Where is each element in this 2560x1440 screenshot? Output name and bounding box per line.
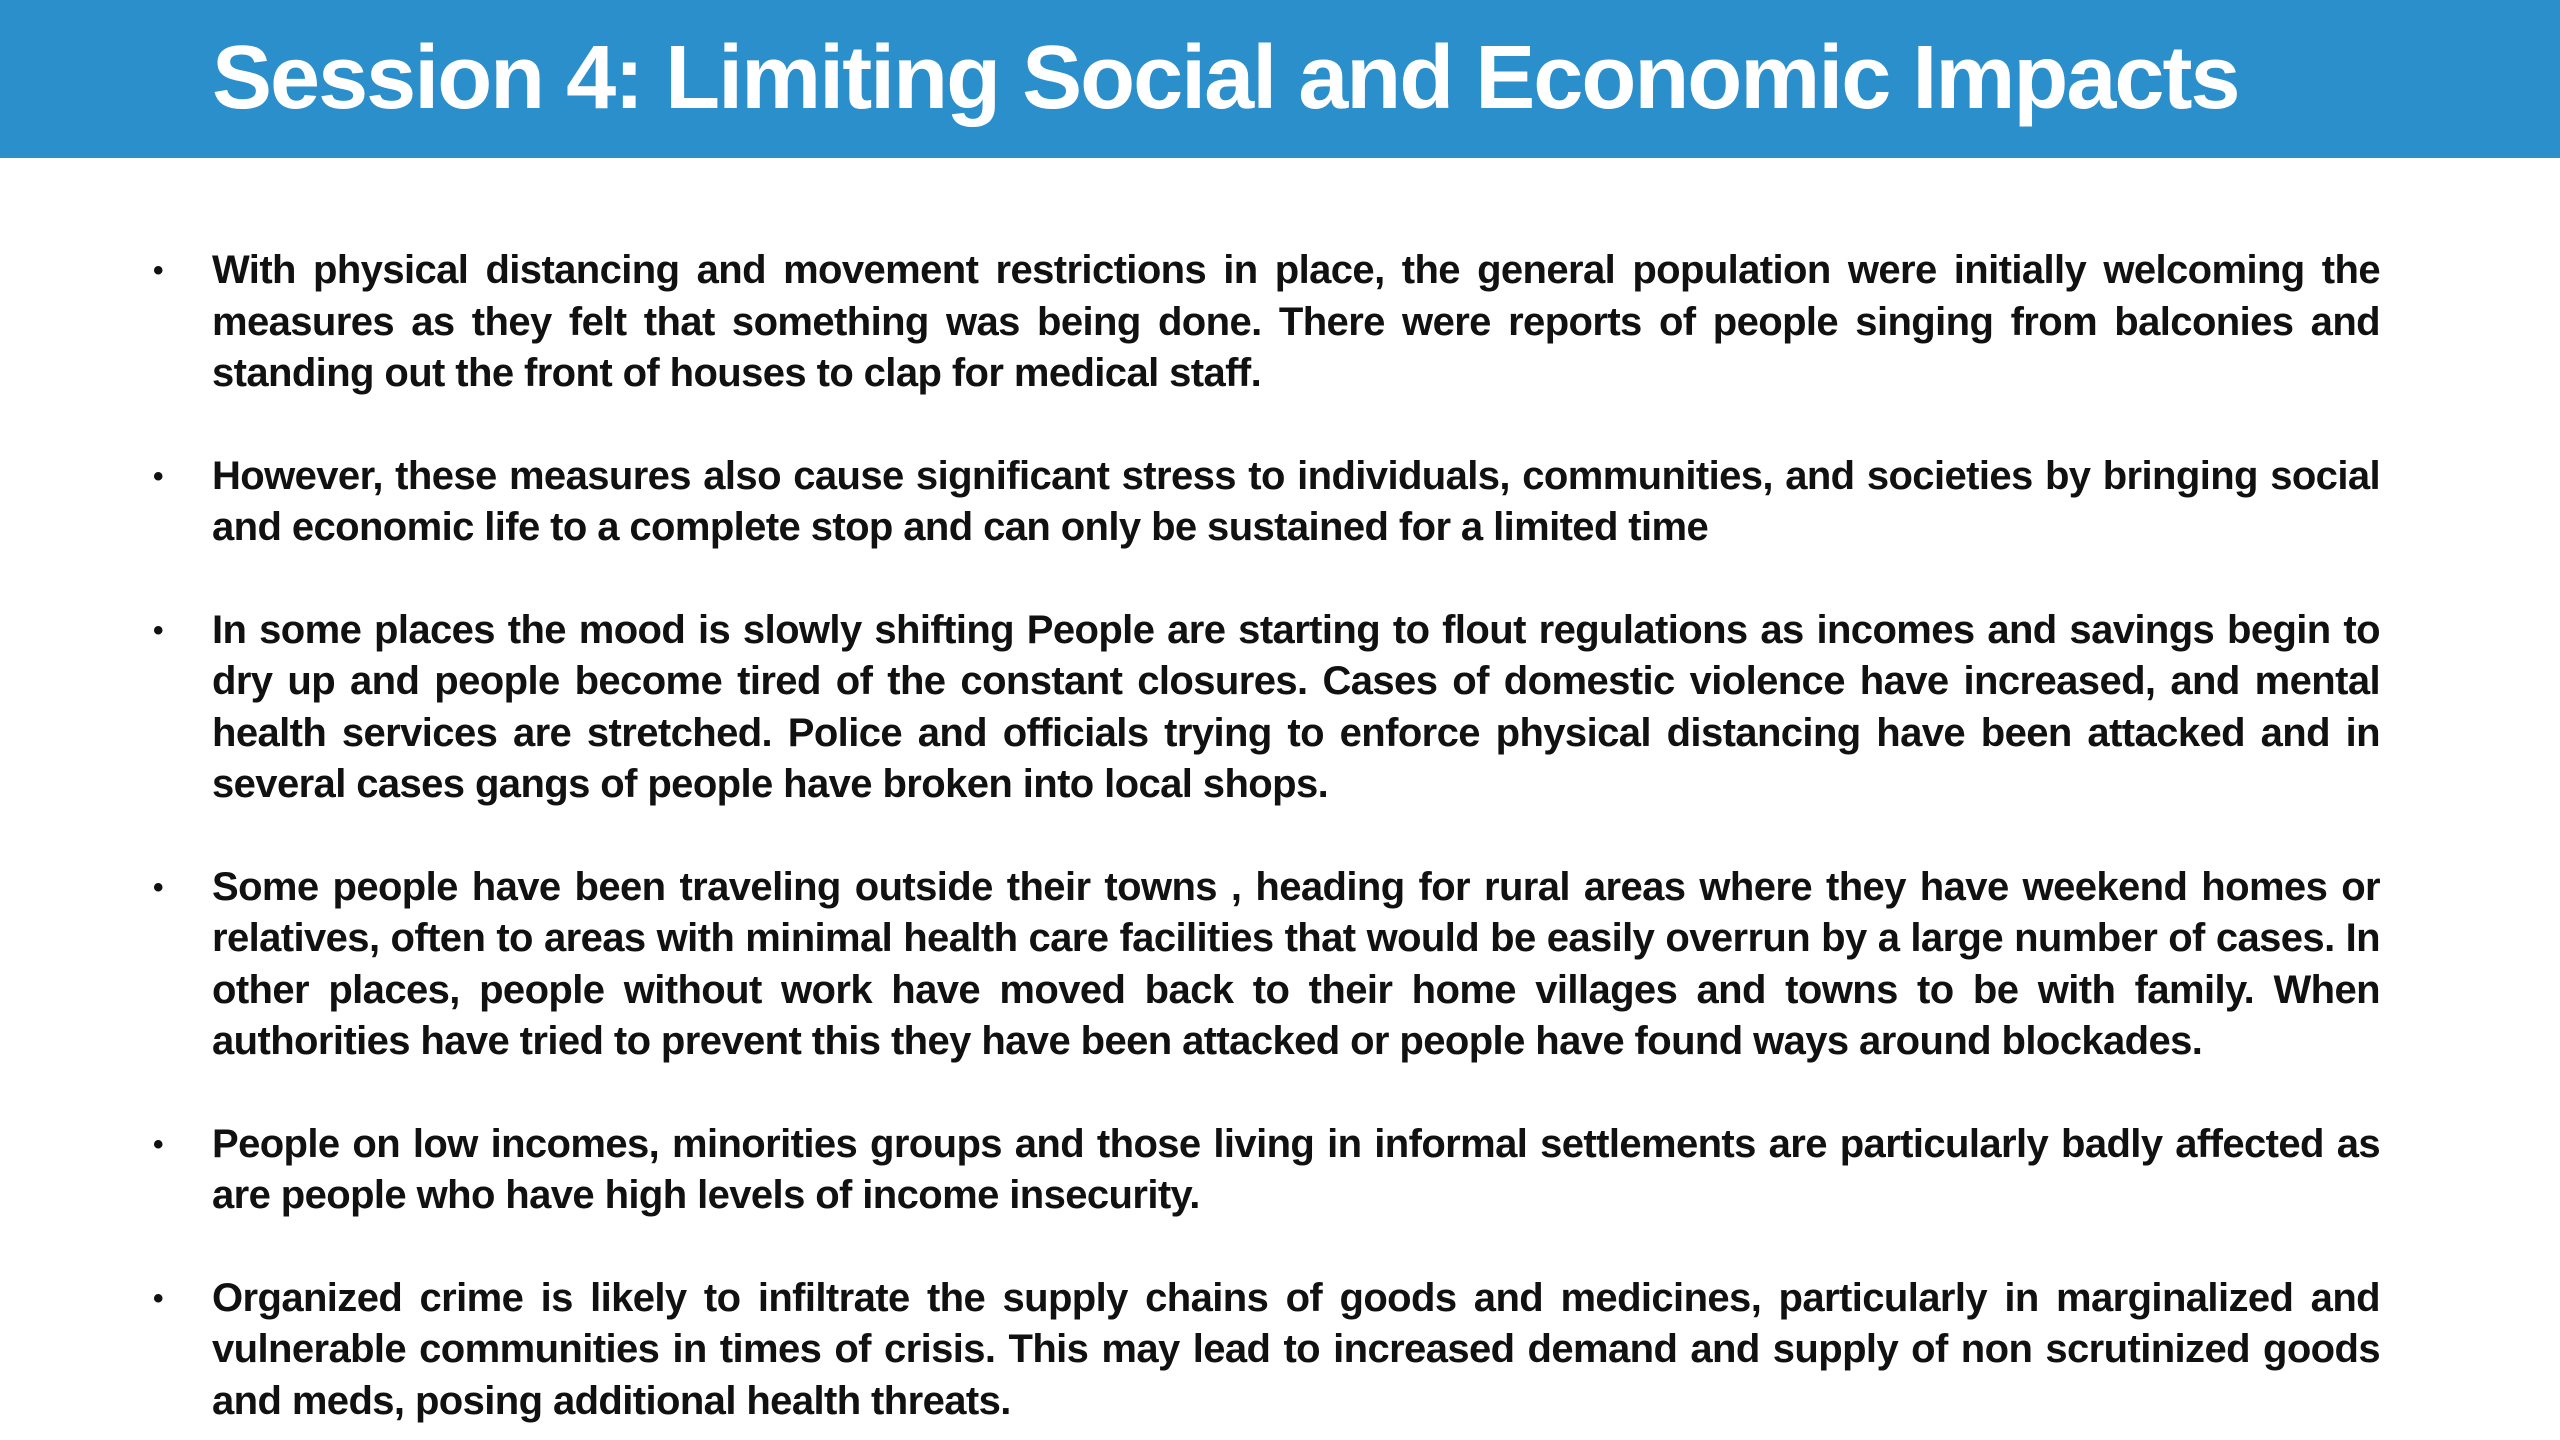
bullet-item: [145, 245, 2380, 400]
bullet-dot-icon: •: [153, 613, 163, 647]
title-bar: [0, 0, 2560, 158]
bullet-text: In some places the mood is slowly shifting People are starting to flout regulations as incomes and savings begin to dry up and people become tired of the constant closures. Cases of domestic violence have increased, and mental health services are stretched. Police and officials trying to enforce physical distancing have been attacked and in several cases gangs of people have broken into local shops.: [212, 607, 2380, 806]
bullet-dot-icon: •: [153, 870, 163, 904]
bullet-list: [145, 245, 2380, 1427]
bullet-text: Organized crime is likely to infiltrate the supply chains of goods and medicines, particularly in marginalized and vulnerable communities in times of crisis. This may lead to increased demand and supply of non scrutinized goods and meds, posing additional health threats.: [212, 1275, 2380, 1423]
bullet-text: People on low incomes, minorities groups and those living in informal settlements are particularly badly affected as are people who have high levels of income insecurity.: [212, 1121, 2380, 1217]
bullet-dot-icon: •: [153, 254, 163, 287]
bullet-dot-icon: •: [153, 1127, 163, 1161]
slide-title: Session 4: Limiting Social and Economic Impacts: [212, 28, 2239, 128]
bullet-item: [145, 862, 2380, 1068]
bullet-item: [145, 1273, 2380, 1428]
bullet-text: Some people have been traveling outside their towns , heading for rural areas where they have weekend homes or relatives, often to areas with minimal health care facilities that would be easily overrun by a large number of cases. In other places, people without work have moved back to their home villages and towns to be with family. When authorities have tried to prevent this they have been attacked or people have found ways around blockades.: [212, 864, 2380, 1063]
bullet-item: [145, 1119, 2380, 1222]
bullet-item: [145, 605, 2380, 811]
bullet-item: [145, 451, 2380, 554]
bullet-dot-icon: •: [153, 459, 163, 493]
bullet-dot-icon: •: [153, 1281, 163, 1315]
bullet-text: However, these measures also cause significant stress to individuals, communities, and societies by bringing social and economic life to a complete stop and can only be sustained for a limited time: [212, 453, 2380, 549]
bullet-text: With physical distancing and movement restrictions in place, the general population were initially welcoming the measures as they felt that something was being done. There were reports of people singing from balconies and standing out the front of houses to clap for medical staff.: [212, 248, 2380, 395]
